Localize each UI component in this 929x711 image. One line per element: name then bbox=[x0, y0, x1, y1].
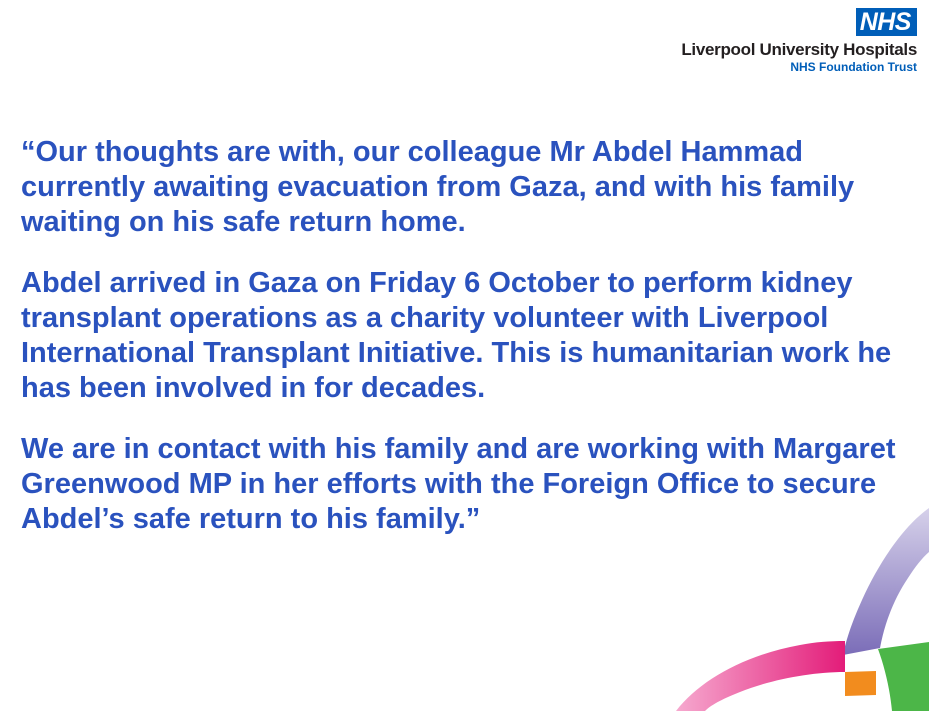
statement-paragraph: “Our thoughts are with, our colleague Mr Abdel Hammad currently awaiting evacuation from Gaza, and with his family waiting on his safe return home. bbox=[21, 136, 855, 238]
pink-arc-shape bbox=[676, 641, 845, 711]
organisation-name: Liverpool University Hospitals bbox=[681, 40, 917, 59]
nhs-badge: NHS bbox=[856, 8, 917, 36]
statement-paragraph: Abdel arrived in Gaza on Friday 6 October to perform kidney transplant operations as a charity volunteer with Liverpool International Transplant Initiative. This is humanitarian work he has been involved in for decades. bbox=[21, 267, 892, 404]
organisation-subtitle: NHS Foundation Trust bbox=[790, 60, 917, 74]
green-arc-shape bbox=[878, 642, 929, 711]
purple-arc-shape bbox=[843, 508, 929, 655]
orange-arc-shape bbox=[845, 671, 876, 696]
statement-paragraph: We are in contact with his family and are working with Margaret Greenwood MP in her efforts with the Foreign Office to secure Abdel’s safe return to his family.” bbox=[21, 433, 896, 535]
